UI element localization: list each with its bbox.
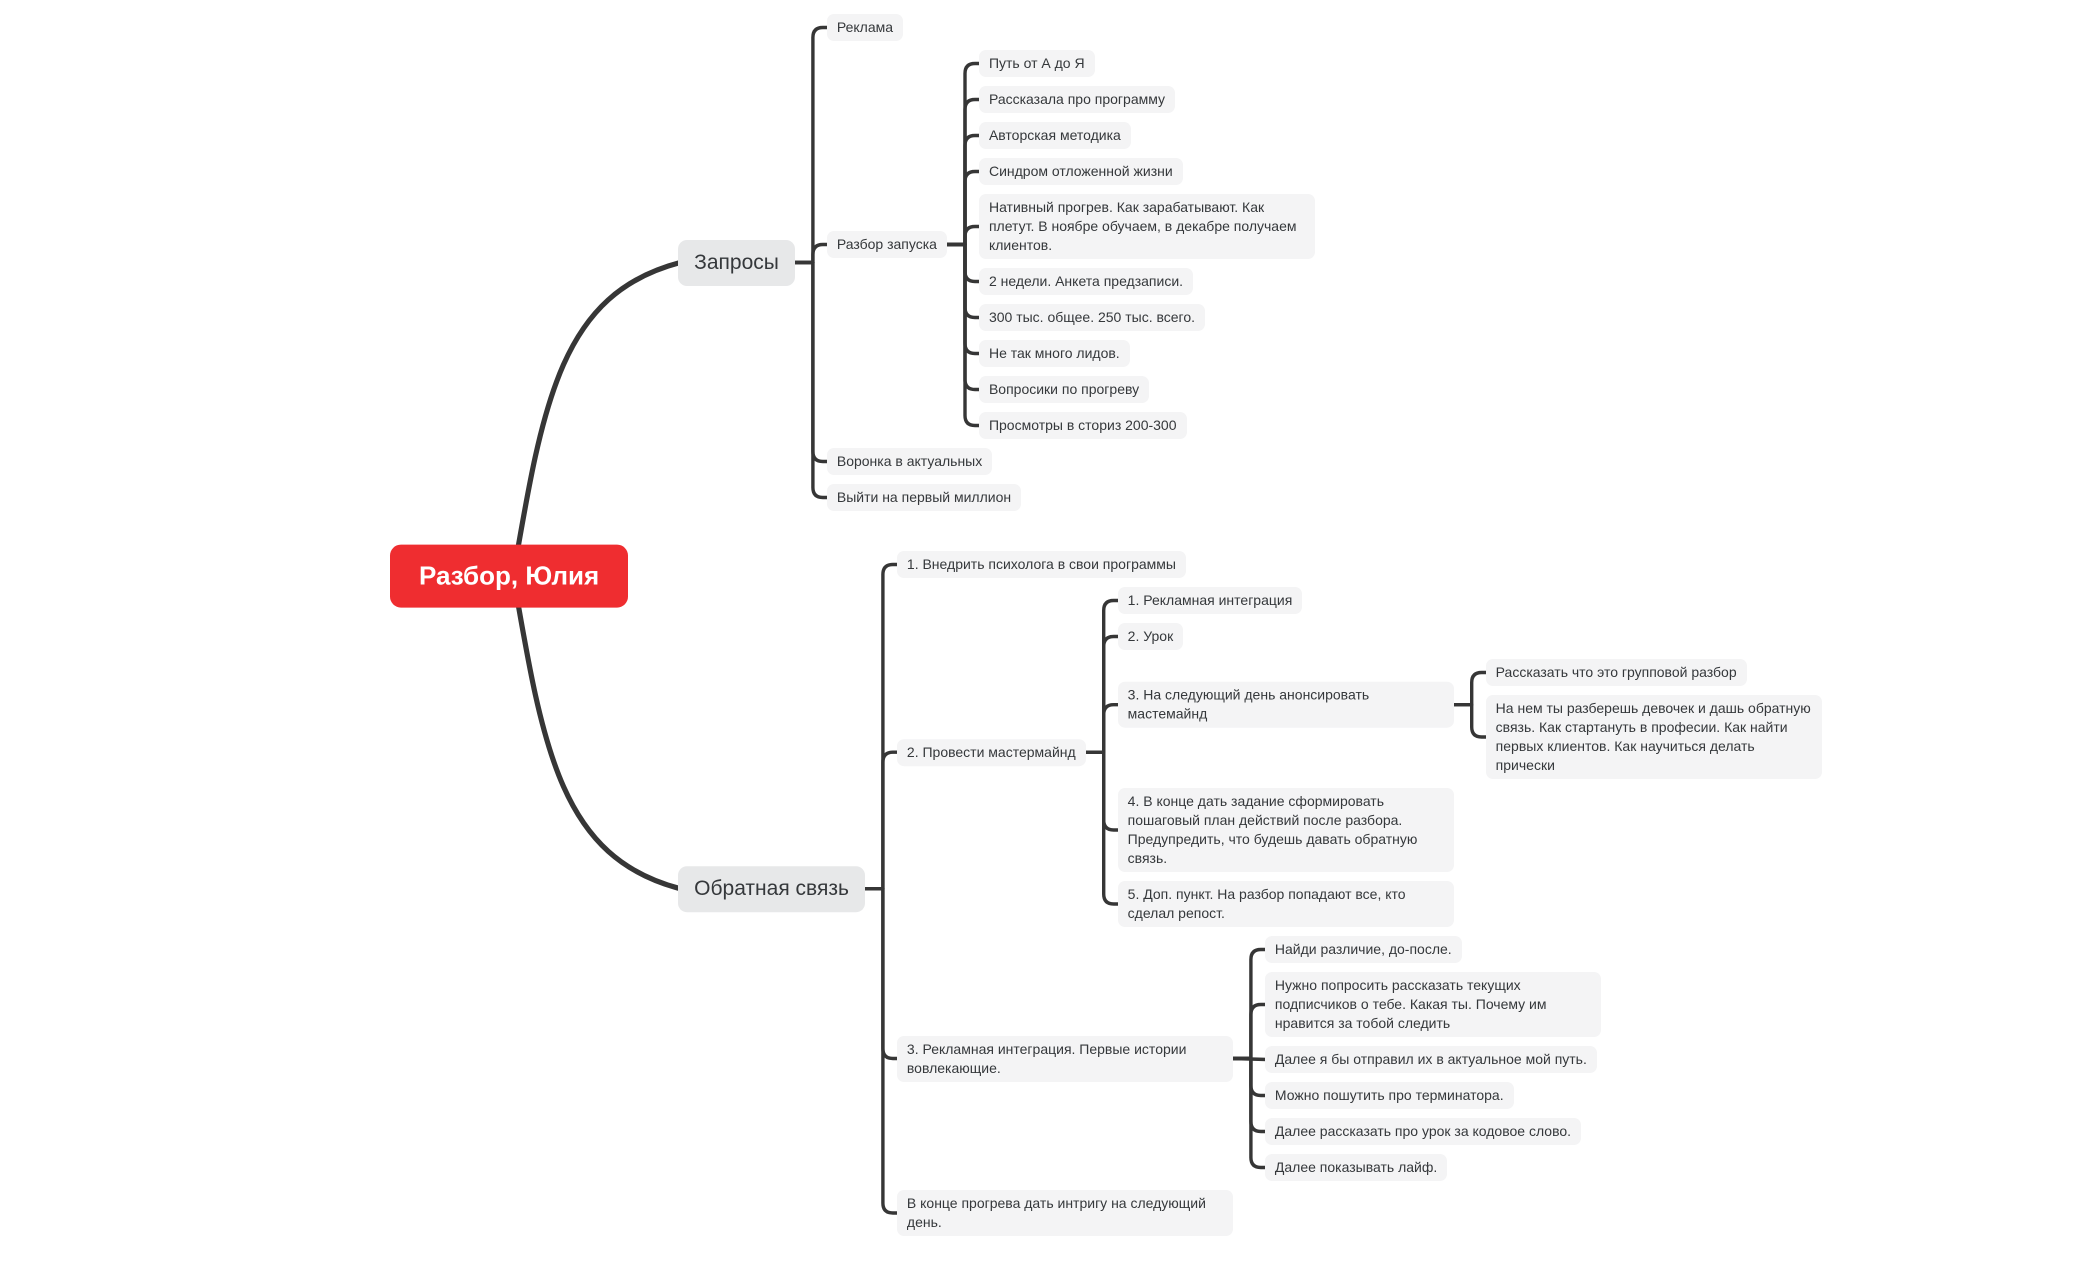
subtree-topic-1-1	[897, 587, 1822, 927]
subtree-topic-0-1-8	[979, 376, 1149, 403]
topic-1-2-0[interactable]: Найди различие, до-после.	[1265, 936, 1462, 963]
subtree-topic-0-3	[827, 484, 1021, 511]
topic-1-2-3[interactable]: Можно пошутить про терминатора.	[1265, 1082, 1514, 1109]
topic-1-1-4[interactable]: 5. Доп. пункт. На разбор попадают все, кто сделал репост.	[1118, 881, 1454, 927]
central-topic[interactable]: Разбор, Юлия	[390, 544, 628, 607]
subtree-topic-1-0	[897, 551, 1186, 578]
topic-0-1-9[interactable]: Просмотры в сториз 200-300	[979, 412, 1187, 439]
topic-1-1-2-1[interactable]: На нем ты разберешь девочек и дашь обратную связь. Как стартануть в професии. Как найти первых клиентов. Как научиться делать прически	[1486, 695, 1822, 779]
topic-1-2-2[interactable]: Далее я бы отправил их в актуальное мой путь.	[1265, 1046, 1597, 1073]
subtree-topic-1-3	[897, 1190, 1233, 1236]
subtree-topic-0-0	[827, 14, 903, 41]
topic-0-1-6[interactable]: 300 тыс. общее. 250 тыс. всего.	[979, 304, 1205, 331]
zaprosy-children	[827, 14, 1315, 511]
subtree-topic-0-1-4	[979, 194, 1315, 259]
topic-0-1[interactable]: Разбор запуска	[827, 231, 947, 258]
topic-1-1-1[interactable]: 2. Урок	[1118, 623, 1184, 650]
subtree-topic-0-1	[827, 50, 1315, 439]
mindmap	[390, 14, 1822, 1236]
subtree-topic-1-1-2	[1118, 659, 1822, 779]
integration-children	[1265, 936, 1601, 1181]
subtree-topic-1-2-4	[1265, 1118, 1581, 1145]
obratnaya-svyaz-children	[897, 551, 1822, 1236]
topic-1-2-5[interactable]: Далее показывать лайф.	[1265, 1154, 1447, 1181]
topic-0-1-8[interactable]: Вопросики по прогреву	[979, 376, 1149, 403]
topic-0-0[interactable]: Реклама	[827, 14, 903, 41]
topic-1-1-0[interactable]: 1. Рекламная интеграция	[1118, 587, 1303, 614]
subtree-topic-0-1-3	[979, 158, 1183, 185]
subtree-topic-1-1-3	[1118, 788, 1454, 872]
subtree-topic-1-1-2-0	[1486, 659, 1747, 686]
subtree-topic-1-1-4	[1118, 881, 1454, 927]
main-topic-zaprosy[interactable]: Запросы	[678, 240, 795, 286]
subtree-topic-1-1-0	[1118, 587, 1303, 614]
topic-1-3[interactable]: В конце прогрева дать интригу на следующий день.	[897, 1190, 1233, 1236]
topic-1-1-3[interactable]: 4. В конце дать задание сформировать пошаговый план действий после разбора. Предупредить, что будешь давать обратную связь.	[1118, 788, 1454, 872]
topic-0-1-4[interactable]: Нативный прогрев. Как зарабатывают. Как плетут. В ноябре обучаем, в декабре получаем клиентов.	[979, 194, 1315, 259]
topic-1-1-2[interactable]: 3. На следующий день анонсировать мастемайнд	[1118, 682, 1454, 728]
topic-0-2[interactable]: Воронка в актуальных	[827, 448, 992, 475]
topic-1-2[interactable]: 3. Рекламная интеграция. Первые истории вовлекающие.	[897, 1036, 1233, 1082]
branch-zaprosy	[678, 14, 1315, 511]
subtree-topic-0-1-6	[979, 304, 1205, 331]
subtree-topic-1-2-0	[1265, 936, 1462, 963]
subtree-topic-0-1-1	[979, 86, 1175, 113]
topic-0-1-3[interactable]: Синдром отложенной жизни	[979, 158, 1183, 185]
topic-1-2-1[interactable]: Нужно попросить рассказать текущих подписчиков о тебе. Какая ты. Почему им нравится за тобой следить	[1265, 972, 1601, 1037]
branch-obratnaya-svyaz	[678, 551, 1822, 1236]
razbor-zapuska-children	[979, 50, 1315, 439]
topic-0-1-7[interactable]: Не так много лидов.	[979, 340, 1130, 367]
subtree-topic-0-1-5	[979, 268, 1193, 295]
subtree-topic-1-1-2-1	[1486, 695, 1822, 779]
subtree-topic-1-2	[897, 936, 1601, 1181]
subtree-topic-1-2-3	[1265, 1082, 1514, 1109]
topic-0-1-2[interactable]: Авторская методика	[979, 122, 1131, 149]
subtree-topic-1-2-1	[1265, 972, 1601, 1037]
subtree-topic-0-1-7	[979, 340, 1130, 367]
announce-children	[1486, 659, 1822, 779]
subtree-topic-1-2-5	[1265, 1154, 1447, 1181]
subtree-topic-0-1-9	[979, 412, 1187, 439]
topic-1-1-2-0[interactable]: Рассказать что это групповой разбор	[1486, 659, 1747, 686]
subtree-topic-1-1-1	[1118, 623, 1184, 650]
topic-0-1-5[interactable]: 2 недели. Анкета предзаписи.	[979, 268, 1193, 295]
main-topics-group	[678, 14, 1822, 1236]
subtree-topic-1-2-2	[1265, 1046, 1597, 1073]
topic-0-1-1[interactable]: Рассказала про программу	[979, 86, 1175, 113]
topic-1-1[interactable]: 2. Провести мастермайнд	[897, 739, 1086, 766]
topic-0-1-0[interactable]: Путь от А до Я	[979, 50, 1095, 77]
main-topic-obratnaya-svyaz[interactable]: Обратная связь	[678, 866, 865, 912]
subtree-topic-0-1-2	[979, 122, 1131, 149]
mastermind-children	[1118, 587, 1822, 927]
subtree-topic-0-1-0	[979, 50, 1095, 77]
topic-1-0[interactable]: 1. Внедрить психолога в свои программы	[897, 551, 1186, 578]
topic-0-3[interactable]: Выйти на первый миллион	[827, 484, 1021, 511]
topic-1-2-4[interactable]: Далее рассказать про урок за кодовое слово.	[1265, 1118, 1581, 1145]
subtree-topic-0-2	[827, 448, 992, 475]
